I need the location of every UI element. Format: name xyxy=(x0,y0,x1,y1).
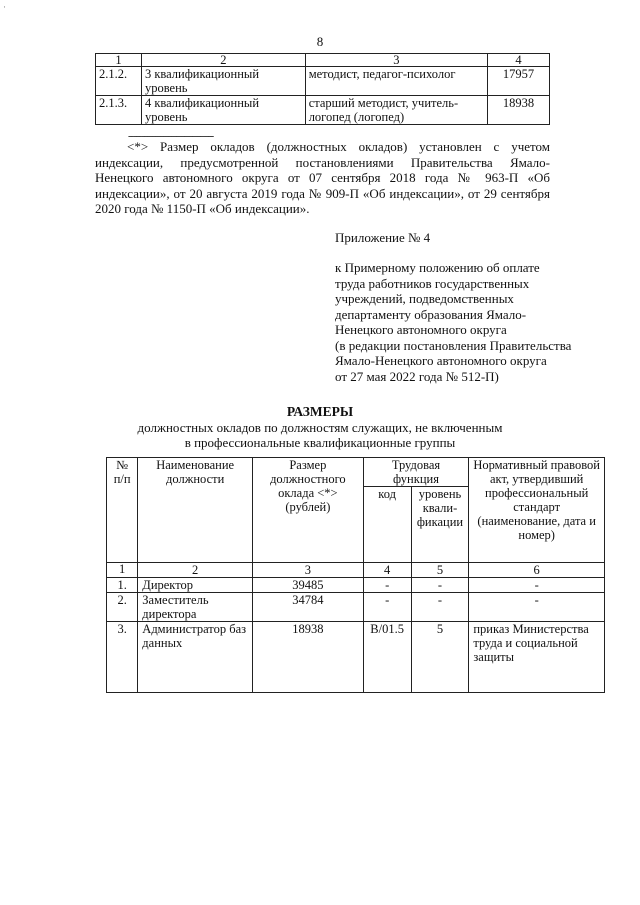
table-row xyxy=(96,96,550,125)
legal-act: - xyxy=(469,578,605,593)
table-header-row xyxy=(107,458,605,487)
position-name: Администратор баз данных xyxy=(138,622,253,693)
positions: методист, педагог-психолог xyxy=(305,67,487,96)
appendix-reference xyxy=(335,260,615,384)
table-header-row xyxy=(96,54,550,67)
function-code: - xyxy=(363,578,411,593)
position-name: Директор xyxy=(138,578,253,593)
appendix-line: Ямало-Ненецкого автономного округа xyxy=(335,353,547,368)
appendix-line: от 27 мая 2022 года № 512-П) xyxy=(335,368,499,384)
appendix-title: Приложение № 4 xyxy=(335,230,431,245)
appendix-line: департаменту образования Ямало- xyxy=(335,306,527,322)
row-number: 2.1.3. xyxy=(96,96,142,125)
row-number: 2.1.2. xyxy=(96,67,142,96)
row-number: 2. xyxy=(107,593,138,622)
salary-value: 18938 xyxy=(253,622,364,693)
document-subheading xyxy=(0,420,640,450)
document-heading: РАЗМЕРЫ xyxy=(286,404,354,419)
legal-act: - xyxy=(469,593,605,622)
corner-mark: · xyxy=(3,2,6,12)
column-number: 3 xyxy=(253,563,364,578)
footnote-separator: -------------------------------- xyxy=(128,130,214,142)
appendix-line: труда работников государственных xyxy=(335,275,530,291)
salary-value: 34784 xyxy=(253,593,364,622)
table-row xyxy=(107,578,605,593)
column-number: 3 xyxy=(305,54,487,67)
salary-value: 17957 xyxy=(488,67,550,96)
row-number: 1. xyxy=(107,578,138,593)
salary-value: 18938 xyxy=(488,96,550,125)
appendix-line: к Примерному положению об оплате xyxy=(335,260,540,275)
qualification-level: 4 квалификационный уровень xyxy=(141,96,305,125)
column-number: 1 xyxy=(96,54,142,67)
table-row xyxy=(107,622,605,693)
column-number: 2 xyxy=(141,54,305,67)
appendix-line: Ненецкого автономного округа xyxy=(335,322,507,337)
column-number: 6 xyxy=(469,563,605,578)
position-name: Заместитель директора xyxy=(138,593,253,622)
appendix-line: учреждений, подведомственных xyxy=(335,291,514,306)
header-legal-act: Нормативный правовой акт, утвердивший профессиональный стандарт (наименование, дата и номер) xyxy=(469,458,605,563)
header-position-name: Наименование должности xyxy=(138,458,253,563)
salary-table xyxy=(106,457,605,693)
header-code: код xyxy=(363,487,411,563)
row-number: 3. xyxy=(107,622,138,693)
salary-table-continued xyxy=(95,53,550,125)
function-code: В/01.5 xyxy=(363,622,411,693)
table-row xyxy=(107,593,605,622)
header-salary: Размер должностного оклада <*> (рублей) xyxy=(253,458,364,563)
function-code: - xyxy=(363,593,411,622)
footnote: <*> Размер окладов (должностных окладов) установлен с учетом индексации, предусмотренной постановлениями Правительства Ямало-Ненецкого автономного округа от 07 сентября 2018 года № 963-П «Об индексации», от 20 августа 2019 года № 909-П «Об индексации», от 29 сентября 2020 года № 1150-П «Об индексации». xyxy=(95,139,550,216)
table-row xyxy=(96,67,550,96)
header-labor-function: Трудовая функция xyxy=(363,458,469,487)
subheading-line: в профессиональные квалификационные группы xyxy=(184,435,456,450)
column-number: 2 xyxy=(138,563,253,578)
page-number: 8 xyxy=(316,34,324,49)
positions: старший методист, учитель-логопед (логопед) xyxy=(305,96,487,125)
column-number: 4 xyxy=(363,563,411,578)
legal-act: приказ Министерства труда и социальной защиты xyxy=(469,622,605,693)
header-number: № п/п xyxy=(107,458,138,563)
column-number-row xyxy=(107,563,605,578)
column-number: 5 xyxy=(411,563,469,578)
appendix-line: (в редакции постановления Правительства xyxy=(335,337,572,353)
header-qualification-level: уровень квали-фикации xyxy=(411,487,469,563)
salary-value: 39485 xyxy=(253,578,364,593)
qualification-level: - xyxy=(411,593,469,622)
subheading-line: должностных окладов по должностям служащих, не включенным xyxy=(137,420,503,435)
qualification-level: 5 xyxy=(411,622,469,693)
qualification-level: - xyxy=(411,578,469,593)
column-number: 4 xyxy=(488,54,550,67)
column-number: 1 xyxy=(107,563,138,578)
qualification-level: 3 квалификационный уровень xyxy=(141,67,305,96)
